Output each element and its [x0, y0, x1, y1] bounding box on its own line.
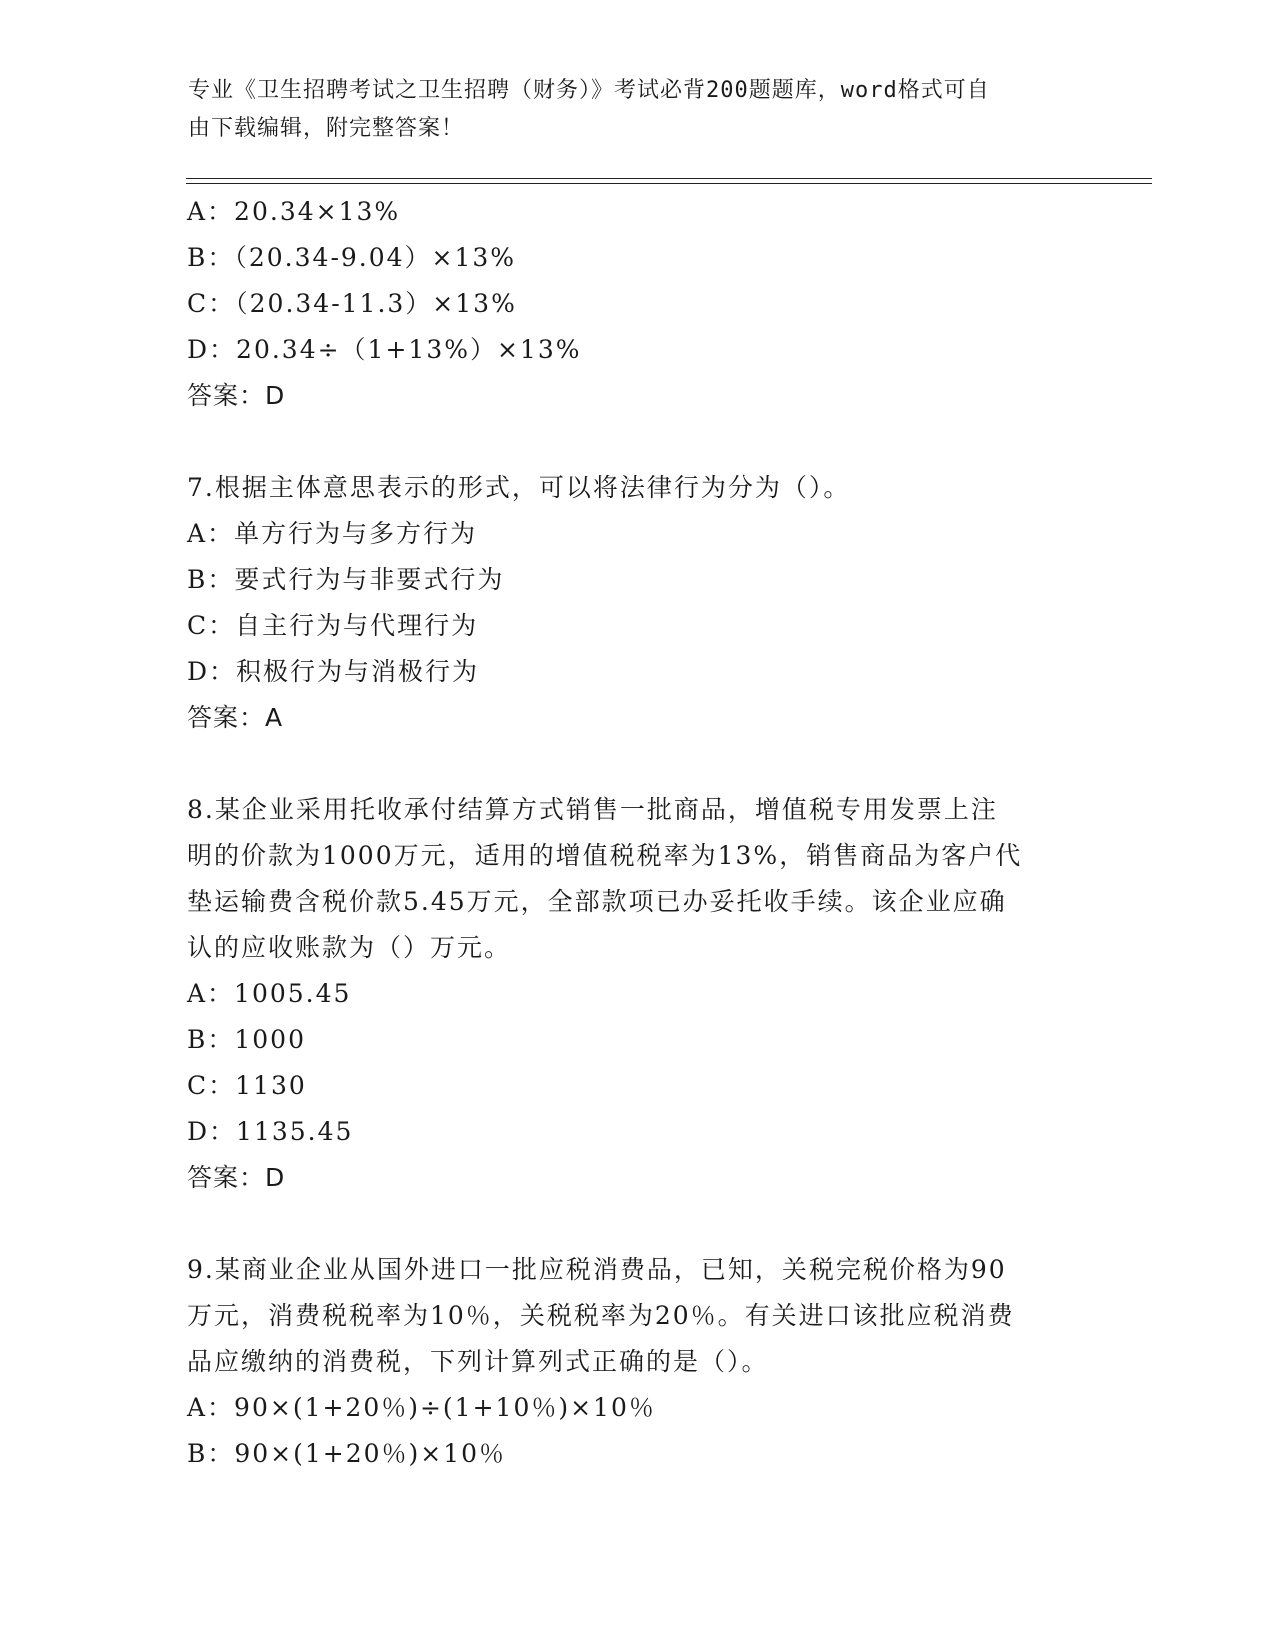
- answer: 答案：D: [187, 1163, 286, 1192]
- question-7: [187, 465, 1087, 741]
- option-c: C：1130: [187, 1071, 307, 1100]
- question-8: [187, 787, 1087, 1201]
- question-text: 7.根据主体意思表示的形式，可以将法律行为分为（）。: [187, 473, 851, 502]
- header-divider-top: [186, 178, 1152, 179]
- option-c: C：（20.34-11.3）×13%: [187, 289, 517, 318]
- option-b: B：要式行为与非要式行为: [187, 565, 505, 594]
- option-d: D：1135.45: [187, 1117, 354, 1146]
- option-a: A：单方行为与多方行为: [187, 519, 478, 548]
- option-a: A：90×(1+20％)÷(1+10％)×10％: [187, 1393, 656, 1422]
- document-body: [187, 189, 1087, 1477]
- option-d: D：积极行为与消极行为: [187, 657, 480, 686]
- spacer: [187, 1201, 1087, 1247]
- question-text: 9.某商业企业从国外进口一批应税消费品，已知，关税完税价格为90: [187, 1255, 1007, 1284]
- question-text: 品应缴纳的消费税，下列计算列式正确的是（）。: [187, 1347, 769, 1376]
- option-b: B：90×(1+20％)×10％: [187, 1439, 507, 1468]
- header-line-1: 专业《卫生招聘考试之卫生招聘（财务）》考试必背200题题库，word格式可自: [188, 78, 990, 103]
- option-a: A：20.34×13%: [187, 197, 401, 226]
- option-b: B：1000: [187, 1025, 306, 1054]
- question-text: 垫运输费含税价款5.45万元，全部款项已办妥托收手续。该企业应确: [187, 887, 1007, 916]
- option-a: A：1005.45: [187, 979, 352, 1008]
- answer: 答案：A: [187, 703, 284, 732]
- spacer: [187, 741, 1087, 787]
- header-divider-bottom: [186, 183, 1152, 184]
- question-9: [187, 1247, 1087, 1477]
- question-text: 8.某企业采用托收承付结算方式销售一批商品，增值税专用发票上注: [187, 795, 998, 824]
- option-d: D：20.34÷（1+13%）×13%: [187, 335, 582, 364]
- spacer: [187, 419, 1087, 465]
- option-c: C：自主行为与代理行为: [187, 611, 479, 640]
- question-text: 认的应收账款为（）万元。: [187, 933, 512, 962]
- answer: 答案：D: [187, 381, 286, 410]
- header-line-2: 由下载编辑，附完整答案！: [188, 116, 465, 141]
- question-text: 明的价款为1000万元，适用的增值税税率为13%，销售商品为客户代: [187, 841, 1023, 870]
- question-6: [187, 189, 1087, 419]
- option-b: B：（20.34-9.04）×13%: [187, 243, 517, 272]
- document-header: [188, 72, 1068, 148]
- question-text: 万元，消费税税率为10％，关税税率为20％。有关进口该批应税消费: [187, 1301, 1015, 1330]
